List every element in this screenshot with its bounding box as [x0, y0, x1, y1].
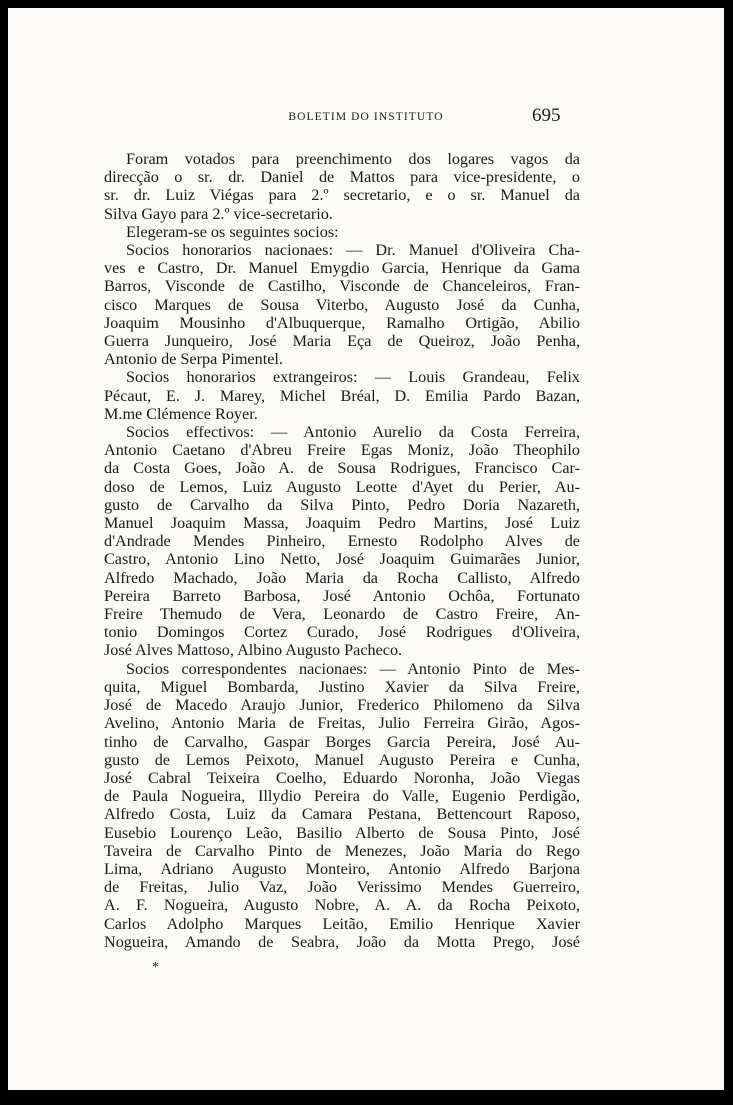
text-line: Foram votados para preenchimento dos logares vagos da [126, 150, 580, 168]
text-line: José Cabral Teixeira Coelho, Eduardo Noronha, João Viegas [104, 768, 580, 787]
text-line: Taveira de Carvalho Pinto de Menezes, João Maria do Rego [104, 841, 580, 860]
text-line: Lima, Adriano Augusto Monteiro, Antonio Alfredo Barjona [104, 859, 580, 878]
text-line: Nogueira, Amando de Seabra, João da Motta Prego, José [104, 932, 580, 951]
text-line: Alfredo Machado, João Maria da Rocha Callisto, Alfredo [104, 568, 580, 587]
text-line: Socios effectivos: — Antonio Aurelio da Costa Ferreira, [126, 423, 580, 442]
text-line: Antonio de Serpa Pimentel. [104, 350, 283, 369]
text-line: Avelino, Antonio Maria de Freitas, Julio Ferreira Girão, Agos- [104, 714, 580, 733]
text-line: Socios honorarios nacionaes: — Dr. Manuel d'Oliveira Cha- [126, 241, 580, 260]
book-page [8, 8, 724, 1090]
page-number: 695 [532, 105, 561, 126]
text-line: cisco Marques de Sousa Viterbo, Augusto José da Cunha, [104, 295, 580, 314]
text-line: José Alves Mattoso, Albino Augusto Pacheco. [104, 641, 403, 660]
text-line: José de Macedo Araujo Junior, Frederico Philomeno da Silva [104, 696, 580, 715]
text-line: tinho de Carvalho, Gaspar Borges Garcia Pereira, José Au- [104, 732, 580, 751]
text-line: Pécaut, E. J. Marey, Michel Bréal, D. Emilia Pardo Bazan, [104, 386, 580, 405]
text-line: de Freitas, Julio Vaz, João Verissimo Mendes Guerreiro, [104, 878, 580, 897]
text-line: da Costa Goes, João A. de Sousa Rodrigues, Francisco Car- [104, 459, 580, 478]
text-line: d'Andrade Mendes Pinheiro, Ernesto Rodolpho Alves de [104, 532, 580, 551]
signature-mark: * [152, 960, 159, 975]
text-line: Freire Themudo de Vera, Leonardo de Castro Freire, An- [104, 605, 580, 624]
text-line: Pereira Barreto Barbosa, José Antonio Ochôa, Fortunato [104, 586, 580, 605]
text-line: Guerra Junqueiro, José Maria Eça de Queiroz, João Penha, [104, 332, 580, 351]
text-line: gusto de Lemos Peixoto, Manuel Augusto Pereira e Cunha, [104, 750, 580, 769]
text-line: de Paula Nogueira, Illydio Pereira do Valle, Eugenio Perdigão, [104, 787, 580, 806]
body-text [104, 150, 580, 951]
running-head: BOLETIM DO INSTITUTO [288, 111, 444, 123]
text-line: Silva Gayo para 2.º vice-secretario. [104, 204, 333, 223]
text-line: quita, Miguel Bombarda, Justino Xavier da Silva Freire, [104, 677, 580, 696]
text-line: sr. dr. Luiz Viégas para 2.º secretario, e o sr. Manuel da [104, 186, 580, 205]
text-line: Carlos Adolpho Marques Leitão, Emilio Henrique Xavier [104, 914, 580, 933]
text-line: Manuel Joaquim Massa, Joaquim Pedro Martins, José Luiz [104, 514, 580, 533]
text-line: Eusebio Lourenço Leão, Basilio Alberto de Sousa Pinto, José [104, 823, 580, 842]
text-line: ves e Castro, Dr. Manuel Emygdio Garcia, Henrique da Gama [104, 259, 580, 278]
text-line: Socios correspondentes nacionaes: — Antonio Pinto de Mes- [126, 659, 580, 678]
text-line: Antonio Caetano d'Abreu Freire Egas Moniz, João Theophilo [104, 441, 580, 460]
page-header [8, 105, 724, 129]
text-line: doso de Lemos, Luiz Augusto Leotte d'Ayet du Perier, Au- [104, 477, 580, 496]
text-line: A. F. Nogueira, Augusto Nobre, A. A. da Rocha Peixoto, [104, 896, 580, 915]
text-line: Elegeram-se os seguintes socios: [126, 222, 339, 241]
text-line: gusto de Carvalho da Silva Pinto, Pedro Doria Nazareth, [104, 495, 580, 514]
text-line: M.me Clémence Royer. [104, 404, 258, 423]
text-line: Joaquim Mousinho d'Albuquerque, Ramalho Ortigão, Abilio [104, 313, 580, 332]
text-line: direcção o sr. dr. Daniel de Mattos para vice-presidente, o [104, 168, 580, 187]
text-line: tonio Domingos Cortez Curado, José Rodrigues d'Oliveira, [104, 623, 580, 642]
text-line: Alfredo Costa, Luiz da Camara Pestana, Bettencourt Raposo, [104, 805, 580, 824]
text-line: Socios honorarios extrangeiros: — Louis Grandeau, Felix [126, 368, 580, 387]
text-line: Castro, Antonio Lino Netto, José Joaquim Guimarães Junior, [104, 550, 580, 569]
text-line: Barros, Visconde de Castilho, Visconde de Chanceleiros, Fran- [104, 277, 580, 296]
